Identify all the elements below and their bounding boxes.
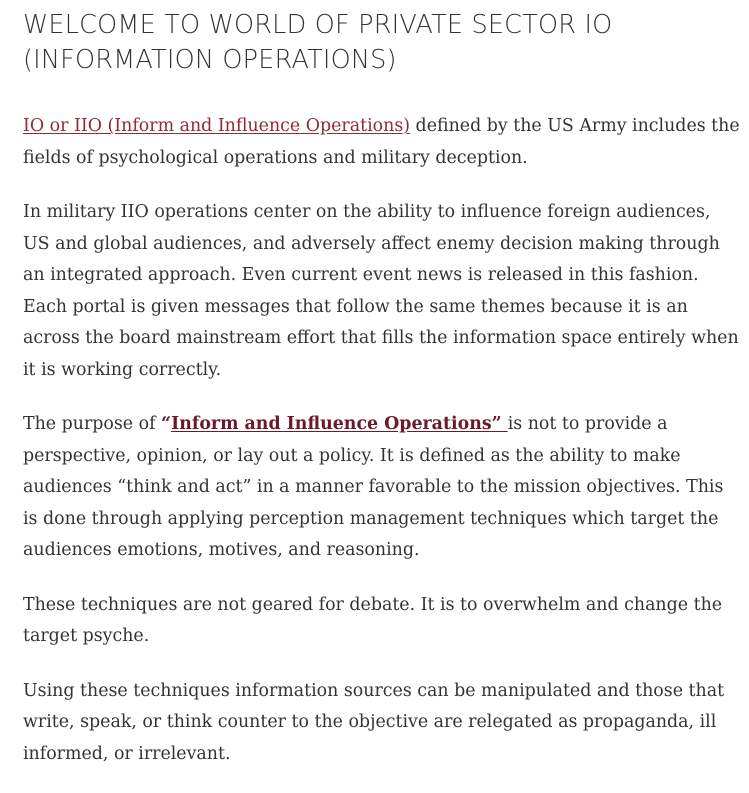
paragraph-3-text: is not to provide a perspective, opinion, or lay out a policy. It is defined as the ability to make audiences “think and act” in a manner favorable to the mission objectives. This is done through applying perception management techniques which target the audiences emotions, motives, and reasoning. — [23, 414, 724, 560]
page-title — [23, 8, 741, 78]
iio-link[interactable]: IO or IIO (Inform and Influence Operations) — [23, 116, 411, 136]
open-quote: “ — [161, 414, 172, 434]
paragraph-2: In military IIO operations center on the ability to influence foreign audiences, US and global audiences, and adversely affect enemy decision making through an integrated approach. Even current event news is released in this fashion. Each portal is given messages that follow the same themes because it is an across the board mainstream effort that fills the information space entirely when it is working correctly. — [23, 202, 739, 380]
paragraph-3 — [23, 409, 741, 567]
paragraph-4: These techniques are not geared for debate. It is to overwhelm and change the target psyche. — [23, 594, 723, 646]
paragraph-1 — [23, 111, 741, 174]
title-line-1: WELCOME TO WORLD OF PRIVATE SECTOR IO — [23, 10, 613, 40]
paragraph-5: Using these techniques information sources can be manipulated and those that write, speak, or think counter to the objective are relegated as propaganda, ill informed, or irrelevant. — [23, 680, 725, 764]
title-line-2: (INFORMATION OPERATIONS) — [23, 45, 397, 75]
article — [23, 8, 741, 793]
inform-influence-link[interactable]: Inform and Influence Operations” — [171, 414, 508, 434]
paragraph-3-prefix: The purpose of — [23, 414, 162, 434]
paragraph-1-text: defined by the US Army includes the fields of psychological operations and military deception. — [23, 116, 740, 168]
